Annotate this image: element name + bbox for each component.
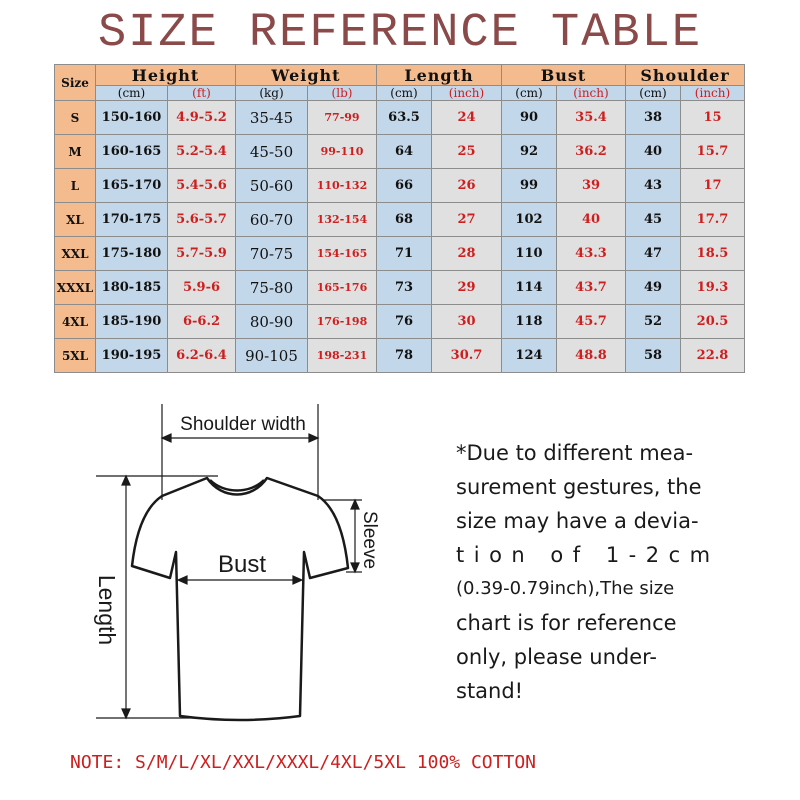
table-cell: 40: [557, 203, 626, 237]
table-cell: 43: [626, 169, 681, 203]
table-cell: 176-198: [308, 305, 377, 339]
table-cell: 20.5: [681, 305, 745, 339]
table-cell: 19.3: [681, 271, 745, 305]
unit-label: (cm): [626, 86, 681, 101]
table-cell: 39: [557, 169, 626, 203]
table-cell: 150-160: [96, 101, 168, 135]
table-cell: 49: [626, 271, 681, 305]
arrowhead: [351, 563, 359, 572]
table-cell: 99: [502, 169, 557, 203]
unit-label: (cm): [502, 86, 557, 101]
table-cell: 68: [377, 203, 432, 237]
table-cell: 40: [626, 135, 681, 169]
bust-header: Bust: [502, 65, 626, 86]
note-line: only, please under-: [456, 645, 657, 669]
size-label: XXXL: [55, 271, 96, 305]
table-cell: 190-195: [96, 339, 168, 373]
size-label: L: [55, 169, 96, 203]
size-label: S: [55, 101, 96, 135]
table-cell: 28: [432, 237, 502, 271]
table-cell: 70-75: [236, 237, 308, 271]
table-cell: 71: [377, 237, 432, 271]
table-cell: 52: [626, 305, 681, 339]
note-line: *Due to different mea-: [456, 441, 694, 465]
table-cell: 30.7: [432, 339, 502, 373]
table-cell: 26: [432, 169, 502, 203]
size-table: [54, 64, 745, 373]
table-cell: 24: [432, 101, 502, 135]
table-cell: 25: [432, 135, 502, 169]
table-cell: 38: [626, 101, 681, 135]
height-header: Height: [96, 65, 236, 86]
size-label: 4XL: [55, 305, 96, 339]
table-cell: 15.7: [681, 135, 745, 169]
table-cell: 43.7: [557, 271, 626, 305]
arrowhead: [351, 500, 359, 509]
table-cell: 5.7-5.9: [168, 237, 236, 271]
note-line: stand!: [456, 679, 524, 703]
table-cell: 99-110: [308, 135, 377, 169]
table-cell: 76: [377, 305, 432, 339]
table-cell: 165-176: [308, 271, 377, 305]
arrowhead: [293, 576, 302, 584]
arrowhead: [122, 476, 130, 485]
shoulder-header: Shoulder: [626, 65, 745, 86]
table-cell: 63.5: [377, 101, 432, 135]
unit-label: (inch): [681, 86, 745, 101]
table-cell: 29: [432, 271, 502, 305]
table-row: [55, 305, 745, 339]
length-header: Length: [377, 65, 502, 86]
note-line: tion of 1-2cm: [456, 543, 720, 567]
table-cell: 17.7: [681, 203, 745, 237]
table-cell: 17: [681, 169, 745, 203]
table-cell: 198-231: [308, 339, 377, 373]
note-line: surement gestures, the: [456, 475, 702, 499]
unit-label: (cm): [377, 86, 432, 101]
note-line: (0.39-0.79inch),The size: [456, 578, 675, 599]
table-row: [55, 271, 745, 305]
note-line: chart is for reference: [456, 611, 677, 635]
table-cell: 45.7: [557, 305, 626, 339]
size-label: XL: [55, 203, 96, 237]
table-cell: 73: [377, 271, 432, 305]
table-cell: 30: [432, 305, 502, 339]
unit-label: (kg): [236, 86, 308, 101]
sleeve-label: Sleeve: [359, 510, 380, 570]
table-cell: 6-6.2: [168, 305, 236, 339]
table-cell: 22.8: [681, 339, 745, 373]
table-cell: 77-99: [308, 101, 377, 135]
table-cell: 50-60: [236, 169, 308, 203]
size-label: 5XL: [55, 339, 96, 373]
table-cell: 124: [502, 339, 557, 373]
table-cell: 60-70: [236, 203, 308, 237]
arrowhead: [162, 434, 171, 442]
table-cell: 154-165: [308, 237, 377, 271]
tshirt-outline: [132, 478, 348, 720]
table-cell: 35.4: [557, 101, 626, 135]
table-cell: 18.5: [681, 237, 745, 271]
arrowhead: [309, 434, 318, 442]
unit-label: (inch): [557, 86, 626, 101]
table-cell: 114: [502, 271, 557, 305]
table-cell: 15: [681, 101, 745, 135]
table-cell: 66: [377, 169, 432, 203]
bust-label: Bust: [217, 551, 267, 578]
unit-label: (cm): [96, 86, 168, 101]
table-cell: 5.9-6: [168, 271, 236, 305]
table-cell: 170-175: [96, 203, 168, 237]
table-cell: 5.4-5.6: [168, 169, 236, 203]
table-row: [55, 203, 745, 237]
table-cell: 6.2-6.4: [168, 339, 236, 373]
table-row: [55, 169, 745, 203]
table-cell: 90-105: [236, 339, 308, 373]
arrowhead: [122, 709, 130, 718]
table-row: [55, 237, 745, 271]
table-cell: 132-154: [308, 203, 377, 237]
table-cell: 47: [626, 237, 681, 271]
table-cell: 45-50: [236, 135, 308, 169]
table-cell: 64: [377, 135, 432, 169]
table-cell: 110-132: [308, 169, 377, 203]
table-cell: 45: [626, 203, 681, 237]
unit-label: (lb): [308, 86, 377, 101]
table-cell: 43.3: [557, 237, 626, 271]
table-cell: 175-180: [96, 237, 168, 271]
table-cell: 58: [626, 339, 681, 373]
unit-label: (ft): [168, 86, 236, 101]
table-row: [55, 339, 745, 373]
table-cell: 160-165: [96, 135, 168, 169]
arrowhead: [178, 576, 187, 584]
weight-header: Weight: [236, 65, 377, 86]
note-line: size may have a devia-: [456, 509, 699, 533]
table-cell: 5.2-5.4: [168, 135, 236, 169]
table-body: [55, 65, 745, 373]
table-cell: 165-170: [96, 169, 168, 203]
table-cell: 78: [377, 339, 432, 373]
table-cell: 118: [502, 305, 557, 339]
table-cell: 92: [502, 135, 557, 169]
footer-note: NOTE: S/M/L/XL/XXL/XXXL/4XL/5XL 100% COTTON: [70, 752, 536, 773]
table-cell: 180-185: [96, 271, 168, 305]
shoulder-width-label: Shoulder width: [180, 414, 306, 435]
table-cell: 36.2: [557, 135, 626, 169]
size-label: XXL: [55, 237, 96, 271]
table-cell: 90: [502, 101, 557, 135]
page-title: SIZE REFERENCE TABLE: [97, 7, 703, 60]
tshirt-diagram: [0, 390, 440, 735]
table-cell: 35-45: [236, 101, 308, 135]
table-row: [55, 135, 745, 169]
table-cell: 5.6-5.7: [168, 203, 236, 237]
table-cell: 48.8: [557, 339, 626, 373]
table-cell: 75-80: [236, 271, 308, 305]
table-cell: 27: [432, 203, 502, 237]
table-cell: 110: [502, 237, 557, 271]
unit-label: (inch): [432, 86, 502, 101]
table-cell: 4.9-5.2: [168, 101, 236, 135]
table-row: [55, 101, 745, 135]
size-label: M: [55, 135, 96, 169]
disclaimer-note: [456, 436, 736, 708]
size-column-header: Size: [55, 65, 96, 101]
table-cell: 80-90: [236, 305, 308, 339]
length-label: Length: [94, 574, 120, 646]
table-cell: 102: [502, 203, 557, 237]
table-cell: 185-190: [96, 305, 168, 339]
